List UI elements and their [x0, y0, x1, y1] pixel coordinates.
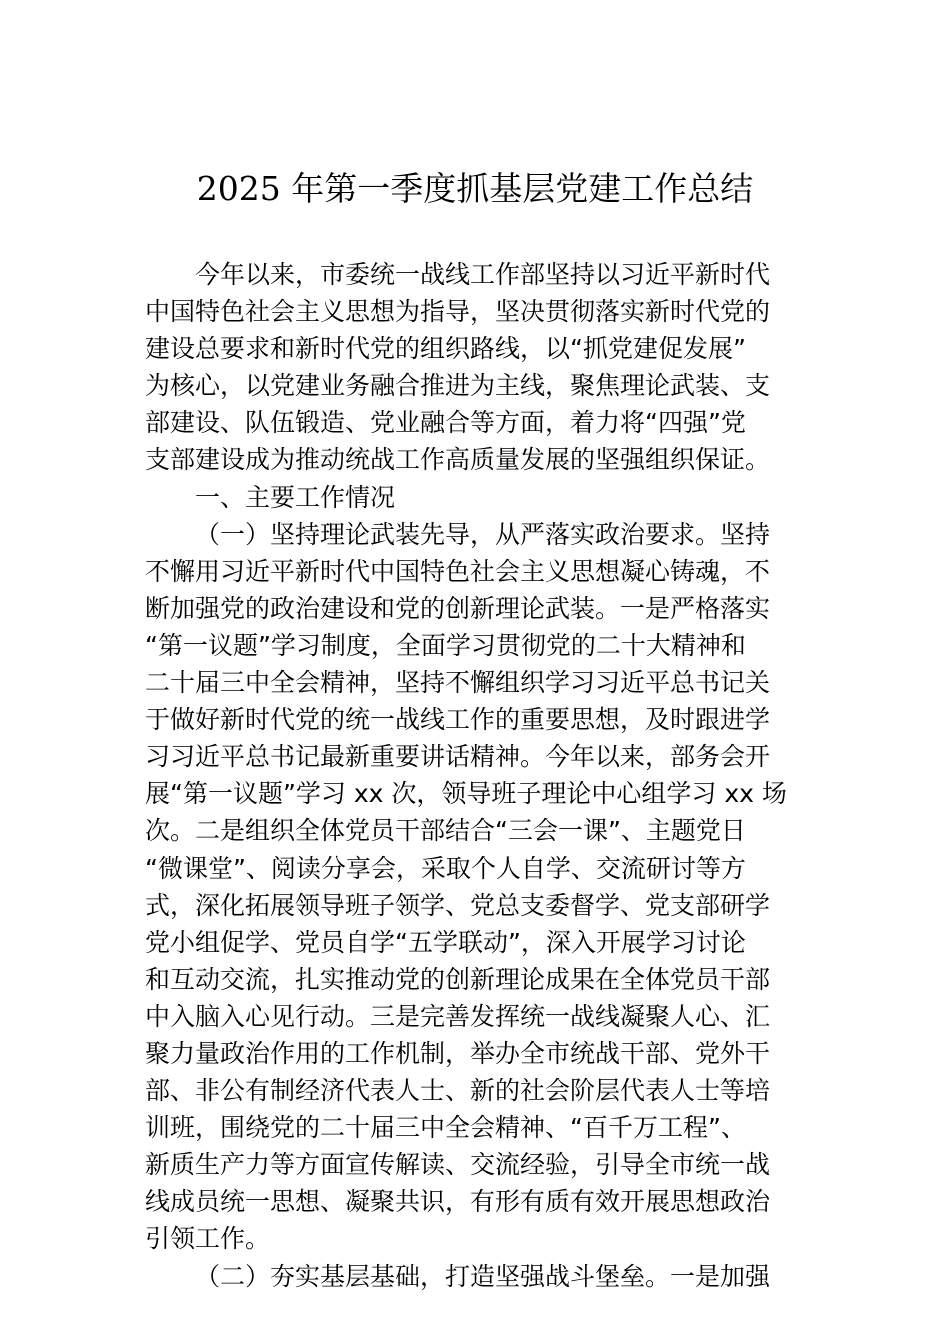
paragraph-line: 训班，围绕党的二十届三中全会精神、“百千万工程”、 [145, 1113, 746, 1143]
document-body [145, 256, 807, 1295]
paragraph-line: 聚力量政治作用的工作机制，举办全市统战干部、党外干 [145, 1038, 771, 1068]
paragraph-line: （二）夯实基层基础，打造坚强战斗堡垒。一是加强 [195, 1261, 771, 1291]
paragraph-line: 中入脑入心见行动。三是完善发挥统一战线凝聚人心、汇 [145, 1001, 771, 1031]
paragraph-line: 于做好新时代党的统一战线工作的重要思想，及时跟进学 [145, 705, 771, 735]
paragraph-line: 线成员统一思想、凝聚共识，有形有质有效开展思想政治 [145, 1187, 771, 1217]
paragraph-line: 次。二是组织全体党员干部结合“三会一课”、主题党日 [145, 816, 746, 846]
paragraph-line: 新质生产力等方面宣传解读、交流经验，引导全市统一战 [145, 1150, 771, 1180]
paragraph-line: 今年以来，市委统一战线工作部坚持以习近平新时代 [195, 260, 771, 289]
paragraph-line: 部、非公有制经济代表人士、新的社会阶层代表人士等培 [145, 1076, 771, 1106]
paragraph-line: “第一议题”学习制度，全面学习贯彻党的二十大精神和 [145, 630, 746, 660]
paragraph-line: 建设总要求和新时代党的组织路线，以“抓党建促发展” [145, 334, 746, 364]
paragraph-line: 断加强党的政治建设和党的创新理论武装。一是严格落实 [145, 593, 771, 623]
paragraph-line: 支部建设成为推动统战工作高质量发展的坚强组织保证。 [145, 445, 771, 475]
paragraph-line: （一）坚持理论武装先导，从严落实政治要求。坚持 [195, 519, 771, 549]
paragraph-line: “微课堂”、阅读分享会，采取个人自学、交流研讨等方 [145, 853, 746, 883]
paragraph-line: 中国特色社会主义思想为指导，坚决贯彻落实新时代党的 [145, 297, 771, 327]
paragraph-line: 二十届三中全会精神，坚持不懈组织学习习近平总书记关 [145, 668, 771, 698]
paragraph-line: 为核心，以党建业务融合推进为主线，聚焦理论武装、支 [145, 371, 771, 401]
paragraph-line: 党小组促学、党员自学“五学联动”，深入开展学习讨论 [145, 927, 746, 957]
paragraph-line: 展“第一议题”学习 xx 次，领导班子理论中心组学习 xx 场 [145, 779, 787, 809]
paragraph-line: 和互动交流，扎实推动党的创新理论成果在全体党员干部 [145, 964, 771, 994]
paragraph-line: 式，深化拓展领导班子领学、党总支委督学、党支部研学 [145, 890, 771, 920]
section-heading: 一、主要工作情况 [195, 482, 396, 512]
document-title: 2025 年第一季度抓基层党建工作总结 [196, 169, 754, 208]
paragraph-line: 习习近平总书记最新重要讲话精神。今年以来，部务会开 [145, 742, 771, 772]
paragraph-line: 引领工作。 [145, 1224, 271, 1254]
paragraph-line: 部建设、队伍锻造、党业融合等方面，着力将“四强”党 [145, 408, 746, 438]
paragraph-line: 不懈用习近平新时代中国特色社会主义思想凝心铸魂，不 [145, 556, 771, 586]
